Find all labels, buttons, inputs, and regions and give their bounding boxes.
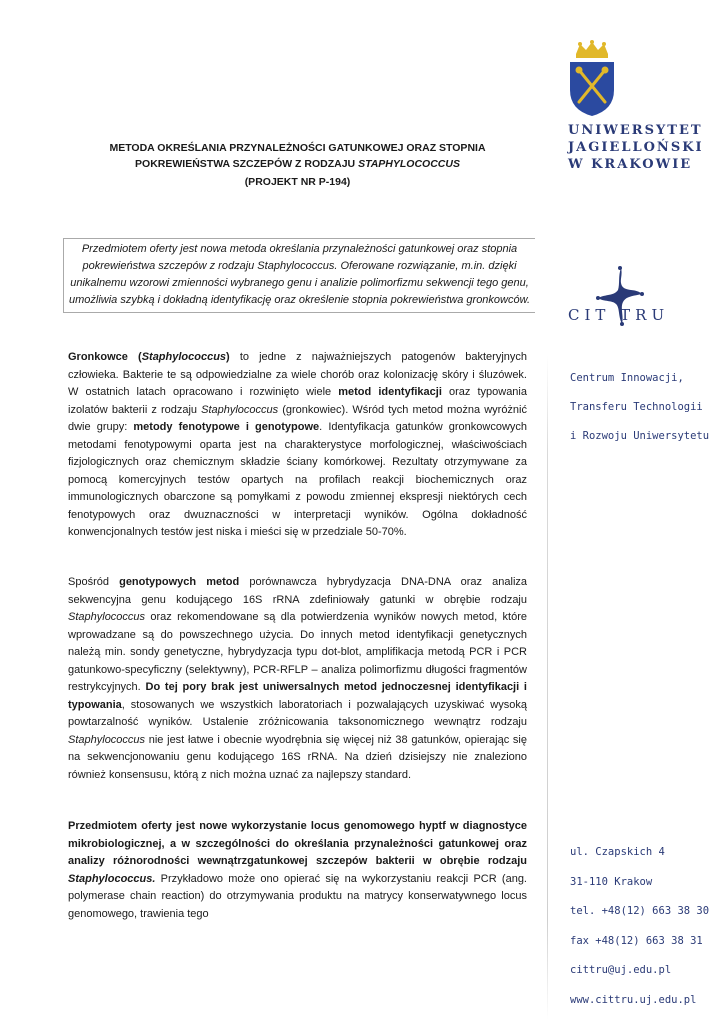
p1-span: ) xyxy=(226,351,230,363)
title-line-2-text: POKREWIEŃSTWA SZCZEPÓW Z RODZAJU xyxy=(135,158,359,170)
p2-span: porównawcza hybrydyzacja DNA-DNA oraz analiza sekwencyjna genu kodującego 16S rRNA zdefiniowały gatunki w obrębie rodzaju xyxy=(68,576,528,606)
p1-span: (gronkowiec). Wśród tych metod można wyróżnić dwie grupy: xyxy=(68,403,527,433)
p1-emphasis: metod identyfikacji xyxy=(338,386,442,398)
contact-postcode: 31-110 Krakow xyxy=(570,875,653,888)
p3-genus: Staphylococcus. xyxy=(68,872,156,885)
p3-emphasis: Przedmiotem oferty jest nowe wykorzystanie locus genomowego hyptf w diagnostyce mikrobiologicznej, a w szczególności do określania przynależności gatunkowej oraz analizy różnorodności wewnątrzgatunkowej szczepów bakterii w obrębie rodzaju xyxy=(68,820,527,867)
contact-website-link[interactable]: www.cittru.uj.edu.pl xyxy=(570,993,697,1006)
paragraph-offer xyxy=(68,818,527,923)
p1-emphasis: metody fenotypowe i genotypowe xyxy=(133,421,320,433)
contact-email-link[interactable]: cittru@uj.edu.pl xyxy=(570,964,672,976)
p1-span: oraz typowania izolatów bakterii z rodzaju xyxy=(68,386,527,416)
p2-genus: Staphylococcus xyxy=(68,733,146,746)
university-crest-icon xyxy=(568,40,616,116)
contact-phone: tel. +48(12) 663 38 30 xyxy=(570,905,710,917)
title-line-2 xyxy=(60,156,535,172)
p1-genus: Staphylococcus xyxy=(201,403,279,416)
p2-emphasis: Do tej pory brak jest uniwersalnych metod jednoczesnej identyfikacji i typowania xyxy=(68,681,527,711)
title-genus: STAPHYLOCOCCUS xyxy=(358,158,460,170)
p2-span: nie jest łatwe i obecnie wyodrębnia się więcej niż 38 gatunków, opierając się na sekwencjonowaniu genu kodującego 16S rRNA. Na dzień dzisiejszy nie znaleziono również konsensusu, którą z nich można uznać za najlepszy standard. xyxy=(68,733,527,781)
university-name-line: W KRAKOWIE xyxy=(568,157,693,172)
title-line-1: METODA OKREŚLANIA PRZYNALEŻNOŚCI GATUNKOWEJ ORAZ STOPNIA xyxy=(109,142,486,154)
centre-name-line: i Rozwoju Uniwersytetu xyxy=(570,430,710,442)
centre-name-line: Transferu Technologii xyxy=(570,401,703,413)
p2-span: Spośród xyxy=(68,576,120,588)
p1-genus: Staphylococcus xyxy=(141,351,227,363)
contact-address: ul. Czapskich 4 xyxy=(570,846,665,858)
university-name xyxy=(568,122,718,173)
contact-block xyxy=(570,838,720,1015)
cittru-wordmark: CIT TRU xyxy=(568,306,670,324)
university-name-line: UNIWERSYTET xyxy=(568,123,703,138)
p2-span: , stosowanych we wszystkich laboratoriach i pozwalających uzyskiwać wysoką powtarzalność wyników. Ustalenie zróżnicowania taksonomicznego wewnątrz rodzaju xyxy=(68,698,527,728)
p2-emphasis: genotypowych metod xyxy=(119,576,240,588)
p2-genus: Staphylococcus xyxy=(68,611,146,623)
p1-span: . Identyfikacja gatunków gronkowcowych metodami fenotypowymi oparta jest na charakterystyce morfologicznej, właściwościach fizjologicznych oraz chemicznym składzie ściany komórkowej. Rezultaty otrzymywane za pomocą komercyjnych testów opartych na profilach reakcji biochemicznych oraz immunologicznych obarczone są pomyłkami z powodu zmiennej ekspresji niektórych cech fenotypowych oraz dwuznaczności w interpretacji wyników. Ogólna dokładność konwencjonalnych testów jest niska i mieści się w przedziale 50-70%. xyxy=(68,421,528,538)
p1-span: to jedne z najważniejszych patogenów bakteryjnych człowieka. Bakterie te są odpowiedzialne za wiele chorób oraz kolonizację skóry i śluzówek. W ostatnich latach opracowano i rozwinięto wiele xyxy=(68,351,528,398)
abstract-box: Przedmiotem oferty jest nowa metoda określania przynależności gatunkowej oraz stopnia pokrewieństwa szczepów z rodzaju Staphylococcus. Oferowane rozwiązanie, m.in. dzięki unikalnemu wzorowi zmienności wybranego genu i analizie polimorfizmu sekwencji tego genu, umożliwia szybką i dokładną identyfikację oraz określenie stopnia pokrewieństwa gronkowców. xyxy=(63,238,535,313)
centre-name xyxy=(570,364,720,451)
paragraph-intro xyxy=(68,349,527,542)
project-number: (PROJEKT NR P-194) xyxy=(244,176,351,188)
p2-span: oraz rekomendowane są dla potwierdzenia wyników nowych metod, które wprowadzane są do powszechnego użycia. Do innych metod identyfikacji genetycznych należą min. sondy genetyczne, hybrydyzacja typu dot-blot, amplifikacja metodą PCR i PCR gatunkowo-specyficzny (selektywny), PCR-RFLP – analiza polimorfizmu długości fragmentów restrykcyjnych. xyxy=(68,611,527,693)
centre-name-line: Centrum Innowacji, xyxy=(570,372,684,384)
p3-span: Przykładowo może ono opierać się na wykorzystaniu reakcji PCR (ang. polymerase chain reaction) do otrzymywania produktu na matrycy konserwatywnego locus genomowego, trawienia tego xyxy=(68,872,527,920)
p1-span: Gronkowce ( xyxy=(68,351,142,363)
sidebar-divider xyxy=(547,355,548,1020)
university-name-line: JAGIELLOŃSKI xyxy=(568,140,704,155)
contact-fax: fax +48(12) 663 38 31 xyxy=(570,934,703,947)
paragraph-genotypic-methods xyxy=(68,574,527,784)
p1-span xyxy=(142,351,226,363)
document-title xyxy=(60,140,535,172)
